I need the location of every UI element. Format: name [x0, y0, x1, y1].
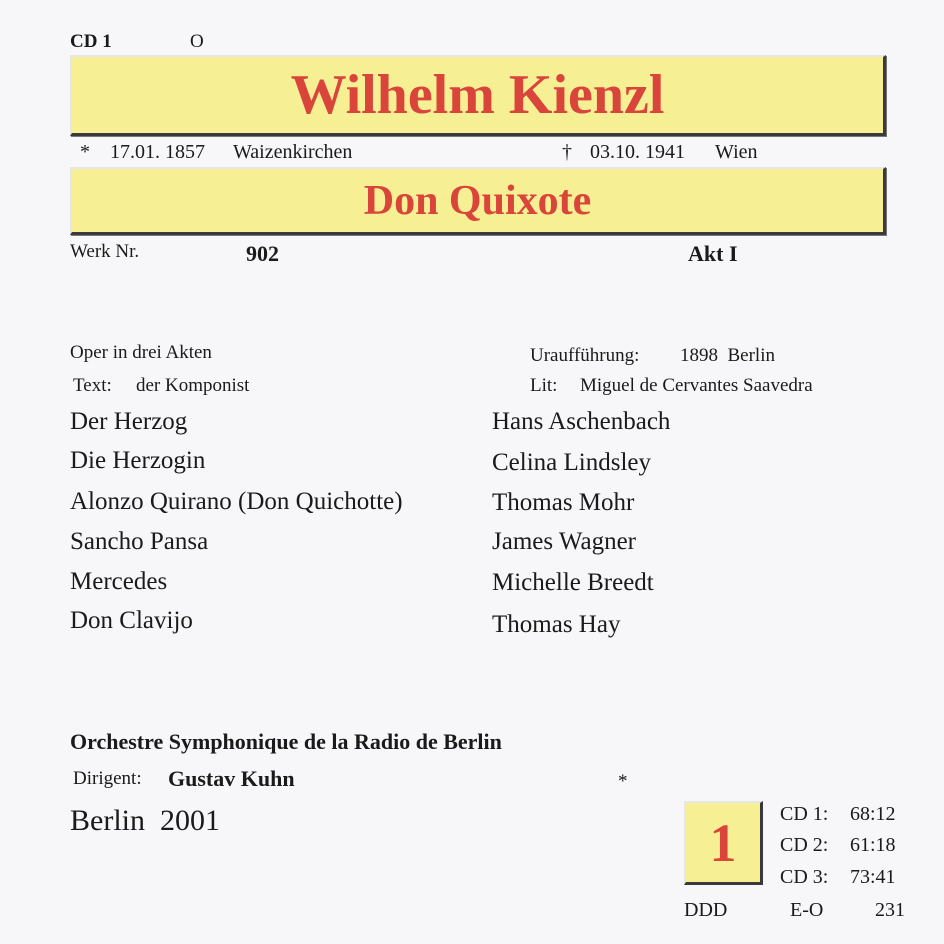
birth-symbol: *	[80, 141, 90, 163]
cast-singer: Michelle Breedt	[492, 569, 654, 596]
text-label: Text:	[73, 375, 112, 396]
catalog-number: 231	[875, 899, 905, 921]
cast-singer: James Wagner	[492, 528, 637, 555]
werk-label: Werk Nr.	[70, 241, 140, 262]
act-label: Akt I	[688, 241, 738, 266]
death-place: Wien	[715, 141, 758, 163]
cast-role: Die Herzogin	[70, 447, 206, 474]
disc-time: 73:41	[850, 866, 896, 888]
disc-time-label: CD 1:	[780, 803, 829, 825]
birth-place: Waizenkirchen	[233, 141, 353, 163]
premiere-value: 1898 Berlin	[680, 345, 775, 366]
header-mark: O	[190, 31, 204, 52]
asterisk: *	[618, 771, 628, 792]
cast-singer: Thomas Hay	[492, 611, 621, 638]
lit-value: Miguel de Cervantes Saavedra	[580, 375, 813, 396]
disc-time: 61:18	[850, 834, 896, 856]
cast-singer: Celina Lindsley	[492, 449, 651, 476]
work-title: Don Quixote	[363, 177, 592, 224]
death-date: 03.10. 1941	[590, 141, 685, 163]
conductor-name: Gustav Kuhn	[168, 766, 295, 791]
disc-number: 1	[709, 812, 737, 873]
work-banner	[70, 167, 886, 235]
label-code: E-O	[790, 899, 824, 921]
cast-role: Alonzo Quirano (Don Quichotte)	[70, 488, 403, 515]
birth-date: 17.01. 1857	[110, 141, 205, 163]
disc-time-label: CD 2:	[780, 834, 829, 856]
cast-role: Der Herzog	[70, 408, 188, 435]
cd-label: CD 1	[70, 31, 112, 52]
disc-time: 68:12	[850, 803, 896, 825]
place-year: Berlin 2001	[70, 804, 220, 837]
composer-banner	[70, 55, 886, 136]
disc-time-label: CD 3:	[780, 866, 829, 888]
conductor-label: Dirigent:	[73, 768, 142, 789]
werk-number: 902	[246, 241, 279, 266]
cast-role: Mercedes	[70, 568, 168, 595]
composer-name: Wilhelm Kienzl	[290, 64, 665, 126]
cast-role: Sancho Pansa	[70, 528, 209, 555]
disc-number-box	[684, 801, 763, 885]
cast-role: Don Clavijo	[70, 607, 193, 634]
cast-singer: Thomas Mohr	[492, 489, 635, 516]
orchestra: Orchestre Symphonique de la Radio de Berlin	[70, 729, 502, 754]
ddd-code: DDD	[684, 899, 728, 921]
lit-label: Lit:	[530, 375, 558, 396]
text-value: der Komponist	[136, 375, 250, 396]
death-symbol: †	[562, 141, 572, 163]
genre: Oper in drei Akten	[70, 342, 212, 363]
premiere-label: Uraufführung:	[530, 345, 640, 366]
cast-singer: Hans Aschenbach	[492, 408, 671, 435]
